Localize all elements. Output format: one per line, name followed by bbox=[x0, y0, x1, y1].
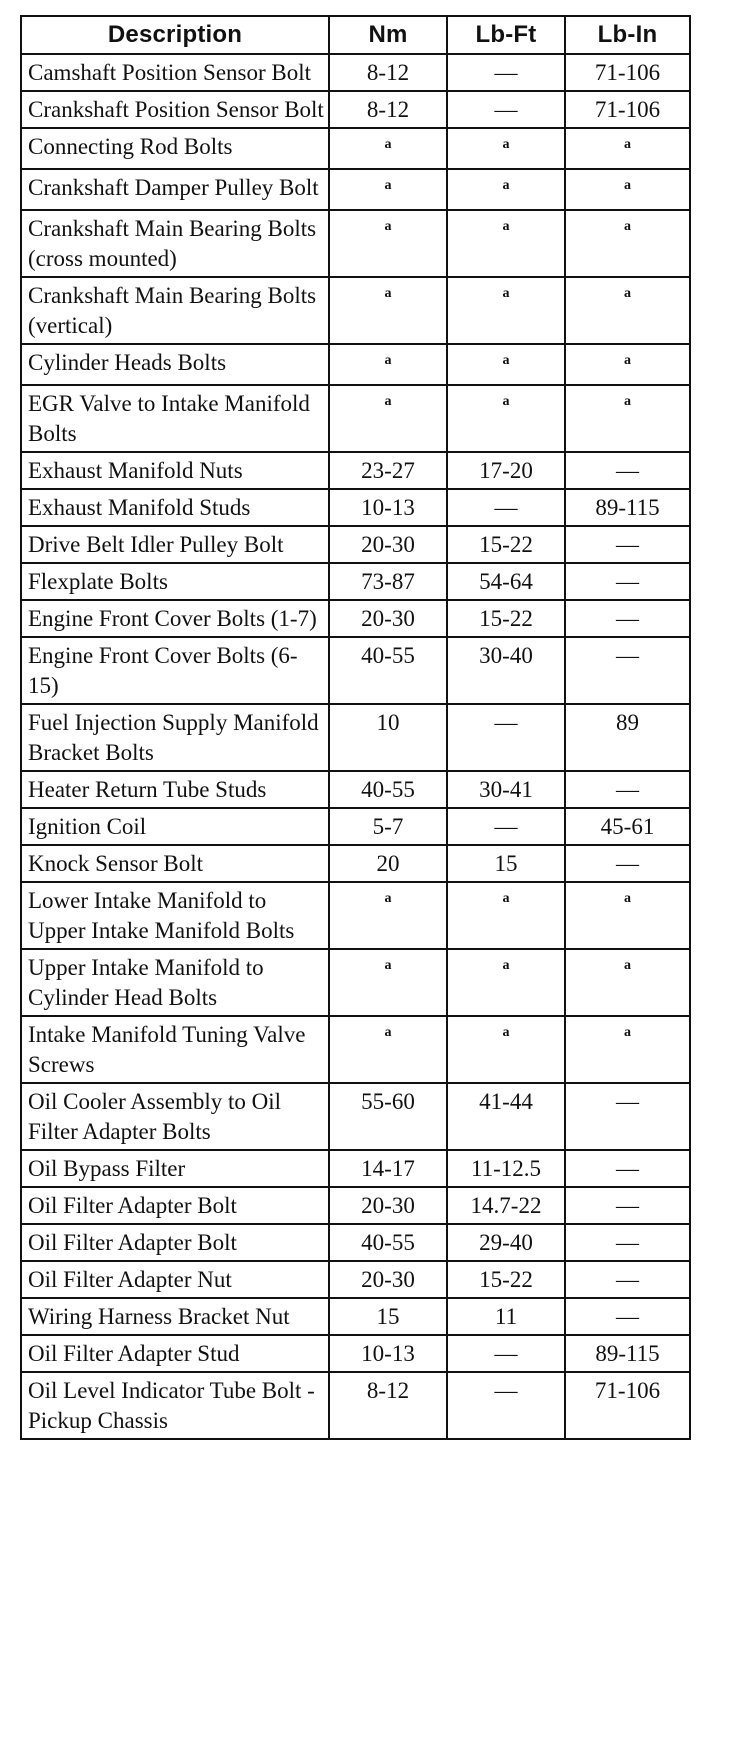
cell-description-text: Lower Intake Manifold to Upper Intake Manifold Bolts bbox=[28, 888, 295, 943]
table-row bbox=[21, 1335, 690, 1372]
cell-lbft bbox=[447, 344, 565, 385]
cell-description bbox=[21, 385, 329, 452]
cell-lbft-text: — bbox=[494, 495, 518, 520]
cell-lbin bbox=[565, 1298, 690, 1335]
table-row bbox=[21, 1224, 690, 1261]
cell-lbin-text: — bbox=[616, 1304, 639, 1329]
cell-lbft bbox=[447, 385, 565, 452]
cell-lbin bbox=[565, 845, 690, 882]
cell-description-text: Ignition Coil bbox=[28, 814, 147, 839]
cell-description-text: Oil Level Indicator Tube Bolt - Pickup Chassis bbox=[28, 1378, 315, 1433]
cell-lbin bbox=[565, 344, 690, 385]
cell-description bbox=[21, 1224, 329, 1261]
cell-lbft bbox=[447, 1150, 565, 1187]
cell-description bbox=[21, 277, 329, 344]
cell-nm bbox=[329, 277, 447, 344]
cell-lbft bbox=[447, 563, 565, 600]
cell-lbin bbox=[565, 600, 690, 637]
cell-lbin bbox=[565, 1261, 690, 1298]
cell-lbin bbox=[565, 882, 690, 949]
cell-lbin-text: — bbox=[616, 777, 639, 802]
cell-nm-text: 14-17 bbox=[361, 1156, 415, 1181]
header-description: Description bbox=[21, 16, 329, 54]
footnote-marker: a bbox=[384, 1025, 392, 1040]
cell-description-text: Flexplate Bolts bbox=[28, 569, 168, 594]
cell-description-text: Knock Sensor Bolt bbox=[28, 851, 204, 876]
cell-description bbox=[21, 1298, 329, 1335]
cell-lbin bbox=[565, 1187, 690, 1224]
cell-lbin-text: — bbox=[616, 1156, 639, 1181]
cell-lbin bbox=[565, 277, 690, 344]
cell-lbin-text: — bbox=[616, 851, 639, 876]
cell-lbft bbox=[447, 600, 565, 637]
footnote-marker: a bbox=[502, 353, 510, 368]
cell-lbin-text: 71-106 bbox=[594, 60, 661, 85]
cell-lbft-text: — bbox=[494, 60, 518, 85]
cell-lbft-text: — bbox=[494, 97, 518, 122]
table-row bbox=[21, 1187, 690, 1224]
cell-description-text: Oil Filter Adapter Nut bbox=[28, 1267, 232, 1292]
table-row bbox=[21, 1016, 690, 1083]
cell-lbin bbox=[565, 210, 690, 277]
cell-nm bbox=[329, 452, 447, 489]
cell-description bbox=[21, 845, 329, 882]
cell-lbin bbox=[565, 637, 690, 704]
cell-nm-text: 73-87 bbox=[361, 569, 415, 594]
header-nm: Nm bbox=[329, 16, 447, 54]
cell-description-text: Cylinder Heads Bolts bbox=[28, 350, 227, 375]
cell-description bbox=[21, 1187, 329, 1224]
table-row bbox=[21, 600, 690, 637]
cell-nm bbox=[329, 882, 447, 949]
cell-lbft-text: 30-41 bbox=[479, 777, 533, 802]
cell-lbin-text: — bbox=[616, 1230, 639, 1255]
cell-description bbox=[21, 1150, 329, 1187]
cell-description-text: Exhaust Manifold Nuts bbox=[28, 458, 243, 483]
cell-lbft bbox=[447, 489, 565, 526]
cell-nm bbox=[329, 563, 447, 600]
cell-lbin bbox=[565, 1224, 690, 1261]
cell-nm bbox=[329, 128, 447, 169]
cell-description-text: Crankshaft Main Bearing Bolts (vertical) bbox=[28, 283, 317, 338]
cell-nm-text: 15 bbox=[376, 1304, 400, 1329]
cell-lbft bbox=[447, 1016, 565, 1083]
cell-nm bbox=[329, 489, 447, 526]
table-row bbox=[21, 882, 690, 949]
cell-lbft bbox=[447, 637, 565, 704]
cell-lbft-text: 15-22 bbox=[479, 1267, 533, 1292]
cell-nm-text: 10 bbox=[376, 710, 400, 735]
cell-lbin-text: — bbox=[616, 532, 639, 557]
cell-lbin bbox=[565, 808, 690, 845]
cell-description-text: Oil Filter Adapter Bolt bbox=[28, 1193, 237, 1218]
cell-lbin-text: — bbox=[616, 569, 639, 594]
table-row bbox=[21, 637, 690, 704]
cell-lbft-text: 54-64 bbox=[479, 569, 533, 594]
cell-nm-text: 8-12 bbox=[366, 97, 410, 122]
cell-description bbox=[21, 637, 329, 704]
cell-description-text: Wiring Harness Bracket Nut bbox=[28, 1304, 290, 1329]
cell-lbin bbox=[565, 1016, 690, 1083]
cell-lbft bbox=[447, 1298, 565, 1335]
cell-nm bbox=[329, 771, 447, 808]
footnote-marker: a bbox=[502, 891, 510, 906]
cell-lbin-text: 89-115 bbox=[595, 1341, 660, 1366]
cell-lbft bbox=[447, 1261, 565, 1298]
table-row bbox=[21, 344, 690, 385]
header-lbft: Lb-Ft bbox=[447, 16, 565, 54]
cell-description-text: Heater Return Tube Studs bbox=[28, 777, 267, 802]
cell-nm-text: 8-12 bbox=[366, 1378, 410, 1403]
cell-lbft bbox=[447, 526, 565, 563]
footnote-marker: a bbox=[624, 958, 631, 973]
cell-nm bbox=[329, 54, 447, 91]
cell-nm bbox=[329, 526, 447, 563]
cell-nm bbox=[329, 344, 447, 385]
cell-lbft-text: 30-40 bbox=[479, 643, 533, 668]
footnote-marker: a bbox=[384, 286, 392, 301]
cell-nm-text: 40-55 bbox=[361, 777, 415, 802]
footnote-marker: a bbox=[624, 1025, 631, 1040]
cell-lbft bbox=[447, 169, 565, 210]
table-row bbox=[21, 1261, 690, 1298]
cell-lbft bbox=[447, 808, 565, 845]
cell-description bbox=[21, 771, 329, 808]
cell-lbft bbox=[447, 1224, 565, 1261]
cell-description bbox=[21, 808, 329, 845]
footnote-marker: a bbox=[384, 394, 392, 409]
cell-nm bbox=[329, 637, 447, 704]
cell-nm-text: 20-30 bbox=[361, 1193, 415, 1218]
cell-lbft bbox=[447, 91, 565, 128]
cell-lbin bbox=[565, 54, 690, 91]
cell-description-text: Crankshaft Damper Pulley Bolt bbox=[28, 175, 319, 200]
torque-spec-table bbox=[20, 15, 691, 1440]
cell-lbin-text: — bbox=[616, 1089, 639, 1114]
cell-description-text: Oil Bypass Filter bbox=[28, 1156, 186, 1181]
header-row bbox=[21, 16, 690, 54]
cell-description-text: Oil Filter Adapter Bolt bbox=[28, 1230, 237, 1255]
cell-lbin bbox=[565, 452, 690, 489]
cell-description-text: Engine Front Cover Bolts (1-7) bbox=[28, 606, 317, 631]
footnote-marker: a bbox=[624, 219, 631, 234]
cell-lbin bbox=[565, 526, 690, 563]
cell-lbin bbox=[565, 128, 690, 169]
cell-lbin-text: 89 bbox=[616, 710, 639, 735]
table-row bbox=[21, 91, 690, 128]
cell-nm-text: 10-13 bbox=[361, 495, 415, 520]
footnote-marker: a bbox=[384, 219, 392, 234]
cell-nm bbox=[329, 845, 447, 882]
cell-nm bbox=[329, 385, 447, 452]
cell-description-text: Drive Belt Idler Pulley Bolt bbox=[28, 532, 284, 557]
cell-description-text: Camshaft Position Sensor Bolt bbox=[28, 60, 312, 85]
cell-description bbox=[21, 91, 329, 128]
cell-description bbox=[21, 1261, 329, 1298]
cell-lbin bbox=[565, 385, 690, 452]
cell-description-text: Connecting Rod Bolts bbox=[28, 134, 233, 159]
cell-description-text: EGR Valve to Intake Manifold Bolts bbox=[28, 391, 310, 446]
cell-description-text: Engine Front Cover Bolts (6-15) bbox=[28, 643, 298, 698]
cell-description bbox=[21, 54, 329, 91]
cell-lbin bbox=[565, 91, 690, 128]
cell-lbft bbox=[447, 210, 565, 277]
cell-nm-text: 40-55 bbox=[361, 643, 415, 668]
table-row bbox=[21, 169, 690, 210]
cell-lbft bbox=[447, 1335, 565, 1372]
cell-lbft bbox=[447, 949, 565, 1016]
cell-lbin-text: — bbox=[616, 1193, 639, 1218]
cell-lbft-text: — bbox=[494, 814, 518, 839]
footnote-marker: a bbox=[384, 178, 392, 193]
cell-nm-text: 20 bbox=[376, 851, 400, 876]
cell-lbft-text: 17-20 bbox=[479, 458, 533, 483]
cell-description bbox=[21, 128, 329, 169]
table-row bbox=[21, 489, 690, 526]
cell-description bbox=[21, 563, 329, 600]
cell-lbin bbox=[565, 1372, 690, 1439]
cell-lbft bbox=[447, 882, 565, 949]
footnote-marker: a bbox=[384, 891, 392, 906]
table-row bbox=[21, 277, 690, 344]
cell-nm bbox=[329, 808, 447, 845]
table-row bbox=[21, 704, 690, 771]
cell-lbft-text: 11-12.5 bbox=[470, 1156, 542, 1181]
footnote-marker: a bbox=[502, 137, 510, 152]
cell-description bbox=[21, 1083, 329, 1150]
cell-lbft-text: 15 bbox=[494, 851, 518, 876]
footnote-marker: a bbox=[624, 353, 631, 368]
footnote-marker: a bbox=[624, 137, 631, 152]
footnote-marker: a bbox=[384, 353, 392, 368]
cell-nm bbox=[329, 949, 447, 1016]
cell-lbft bbox=[447, 277, 565, 344]
cell-lbin bbox=[565, 489, 690, 526]
cell-lbft-text: 15-22 bbox=[479, 532, 533, 557]
cell-nm-text: 20-30 bbox=[361, 532, 415, 557]
table-row bbox=[21, 1372, 690, 1439]
cell-nm bbox=[329, 1083, 447, 1150]
cell-nm-text: 5-7 bbox=[372, 814, 404, 839]
table-row bbox=[21, 771, 690, 808]
table-row bbox=[21, 1150, 690, 1187]
footnote-marker: a bbox=[502, 219, 510, 234]
cell-nm bbox=[329, 1298, 447, 1335]
cell-lbin-text: 71-106 bbox=[594, 97, 661, 122]
footnote-marker: a bbox=[502, 178, 510, 193]
cell-description-text: Oil Cooler Assembly to Oil Filter Adapter Bolts bbox=[28, 1089, 281, 1144]
cell-description bbox=[21, 452, 329, 489]
cell-lbft-text: — bbox=[494, 1378, 518, 1403]
table-row bbox=[21, 563, 690, 600]
cell-nm-text: 40-55 bbox=[361, 1230, 415, 1255]
cell-lbin-text: 45-61 bbox=[600, 814, 655, 839]
cell-nm bbox=[329, 1150, 447, 1187]
cell-description bbox=[21, 949, 329, 1016]
cell-lbft bbox=[447, 1083, 565, 1150]
cell-lbft bbox=[447, 845, 565, 882]
cell-description bbox=[21, 1372, 329, 1439]
cell-nm-text: 20-30 bbox=[361, 1267, 415, 1292]
cell-lbft bbox=[447, 1372, 565, 1439]
footnote-marker: a bbox=[502, 958, 510, 973]
cell-lbft-text: 11 bbox=[494, 1304, 518, 1329]
cell-nm bbox=[329, 600, 447, 637]
cell-lbin-text: — bbox=[616, 643, 639, 668]
footnote-marker: a bbox=[502, 286, 510, 301]
cell-lbft bbox=[447, 128, 565, 169]
table-row bbox=[21, 1083, 690, 1150]
footnote-marker: a bbox=[502, 394, 510, 409]
table-row bbox=[21, 452, 690, 489]
cell-description bbox=[21, 526, 329, 563]
cell-nm-text: 20-30 bbox=[361, 606, 415, 631]
cell-lbft bbox=[447, 452, 565, 489]
cell-lbin bbox=[565, 1150, 690, 1187]
cell-nm bbox=[329, 210, 447, 277]
footnote-marker: a bbox=[624, 394, 631, 409]
footnote-marker: a bbox=[624, 891, 631, 906]
cell-nm bbox=[329, 1261, 447, 1298]
cell-description-text: Exhaust Manifold Studs bbox=[28, 495, 251, 520]
cell-description bbox=[21, 882, 329, 949]
cell-lbft bbox=[447, 704, 565, 771]
cell-lbft-text: — bbox=[494, 710, 518, 735]
table-row bbox=[21, 1298, 690, 1335]
cell-lbin bbox=[565, 169, 690, 210]
cell-description bbox=[21, 210, 329, 277]
table-row bbox=[21, 210, 690, 277]
cell-description bbox=[21, 1335, 329, 1372]
cell-lbft bbox=[447, 1187, 565, 1224]
table-header bbox=[21, 16, 690, 54]
table-row bbox=[21, 128, 690, 169]
cell-lbin bbox=[565, 704, 690, 771]
cell-lbft-text: 29-40 bbox=[479, 1230, 533, 1255]
cell-lbin bbox=[565, 1083, 690, 1150]
cell-lbft-text: 14.7-22 bbox=[470, 1193, 542, 1218]
cell-nm bbox=[329, 91, 447, 128]
cell-description-text: Oil Filter Adapter Stud bbox=[28, 1341, 240, 1366]
footnote-marker: a bbox=[384, 958, 392, 973]
cell-lbft-text: 15-22 bbox=[479, 606, 533, 631]
cell-lbin-text: 71-106 bbox=[594, 1378, 661, 1403]
cell-lbin bbox=[565, 949, 690, 1016]
table-row bbox=[21, 845, 690, 882]
cell-description bbox=[21, 344, 329, 385]
table-row bbox=[21, 526, 690, 563]
cell-description-text: Intake Manifold Tuning Valve Screws bbox=[28, 1022, 306, 1077]
cell-lbft-text: 41-44 bbox=[479, 1089, 533, 1114]
cell-nm bbox=[329, 1372, 447, 1439]
cell-description bbox=[21, 1016, 329, 1083]
cell-description bbox=[21, 600, 329, 637]
cell-lbin-text: — bbox=[616, 458, 639, 483]
header-lbin: Lb-In bbox=[565, 16, 690, 54]
cell-nm-text: 55-60 bbox=[361, 1089, 415, 1114]
cell-nm bbox=[329, 1016, 447, 1083]
table-row bbox=[21, 949, 690, 1016]
cell-nm bbox=[329, 1224, 447, 1261]
cell-lbin-text: — bbox=[616, 1267, 639, 1292]
cell-description-text: Crankshaft Main Bearing Bolts (cross mounted) bbox=[28, 216, 317, 271]
cell-description-text: Upper Intake Manifold to Cylinder Head Bolts bbox=[28, 955, 264, 1010]
footnote-marker: a bbox=[384, 137, 392, 152]
cell-nm bbox=[329, 1187, 447, 1224]
cell-lbft bbox=[447, 54, 565, 91]
cell-lbin bbox=[565, 771, 690, 808]
table-body bbox=[21, 54, 690, 1439]
footnote-marker: a bbox=[624, 286, 631, 301]
cell-lbin-text: — bbox=[616, 606, 639, 631]
cell-lbin bbox=[565, 563, 690, 600]
cell-nm-text: 23-27 bbox=[361, 458, 415, 483]
cell-description bbox=[21, 489, 329, 526]
cell-lbin-text: 89-115 bbox=[595, 495, 660, 520]
cell-lbin bbox=[565, 1335, 690, 1372]
table-row bbox=[21, 385, 690, 452]
cell-description-text: Crankshaft Position Sensor Bolt bbox=[28, 97, 324, 122]
cell-lbft bbox=[447, 771, 565, 808]
cell-nm bbox=[329, 169, 447, 210]
cell-nm-text: 8-12 bbox=[366, 60, 410, 85]
cell-description-text: Fuel Injection Supply Manifold Bracket Bolts bbox=[28, 710, 319, 765]
cell-nm bbox=[329, 1335, 447, 1372]
table-row bbox=[21, 54, 690, 91]
cell-lbft-text: — bbox=[494, 1341, 518, 1366]
footnote-marker: a bbox=[624, 178, 631, 193]
footnote-marker: a bbox=[502, 1025, 510, 1040]
cell-nm bbox=[329, 704, 447, 771]
cell-description bbox=[21, 704, 329, 771]
cell-description bbox=[21, 169, 329, 210]
table-row bbox=[21, 808, 690, 845]
cell-nm-text: 10-13 bbox=[361, 1341, 415, 1366]
